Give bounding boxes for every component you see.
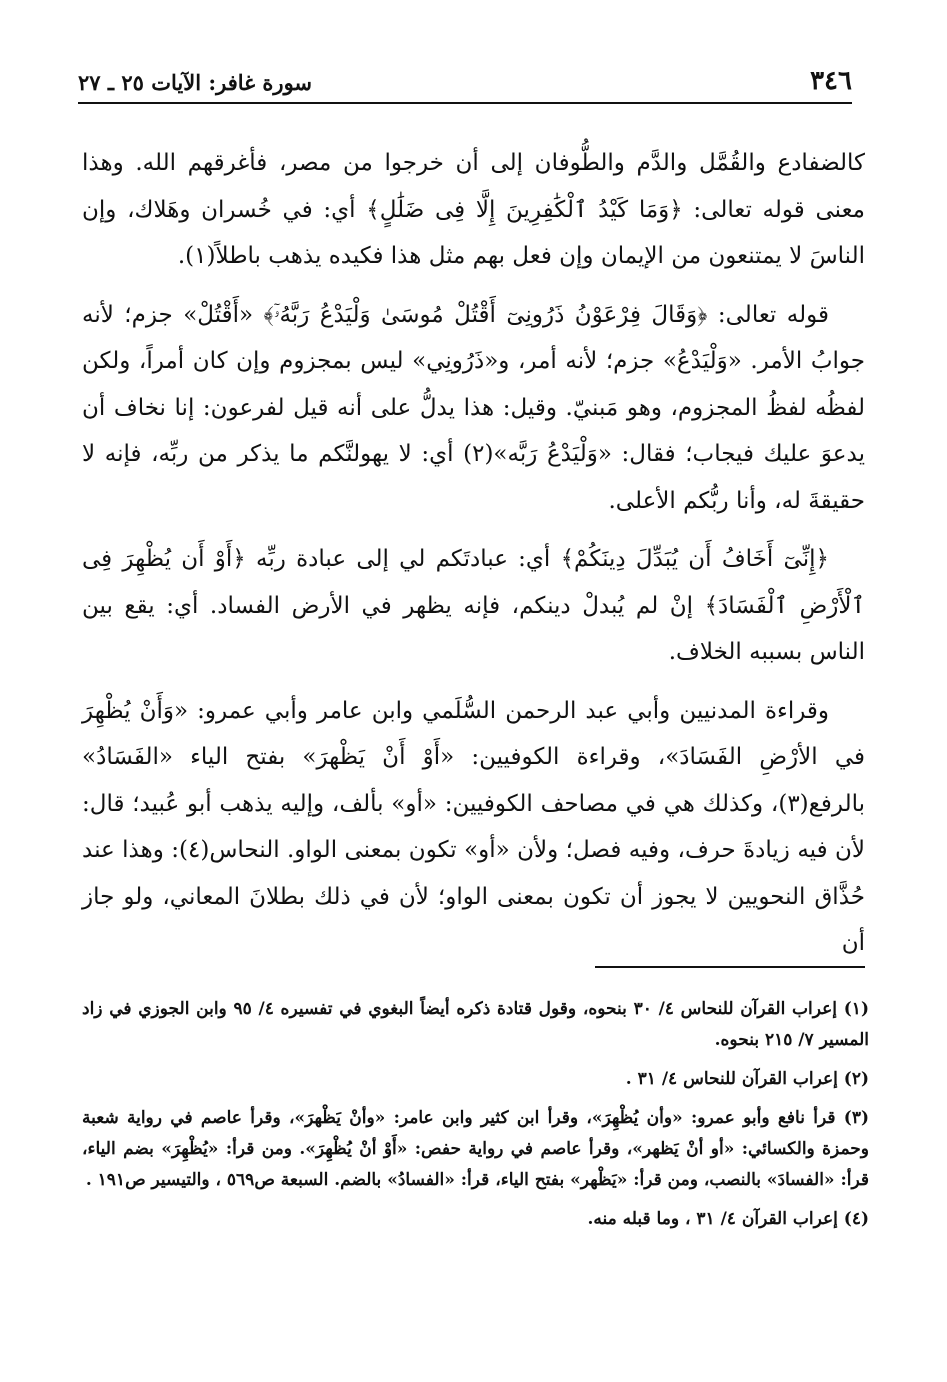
footnote-3: (٣) قرأ نافع وأبو عمرو: «وأن يُظْهِرَ»، وقرأ ابن كثير وابن عامر: «وأنْ يَظْهرَ»، وقرأ عاصم في رواية شعبة وحمزة والكسائي: «أو أنْ يَظهر»، وقرأ عاصم في رواية حفص: «أَوْ أنْ يُظْهِرَ». ومن قرأ: «يُظْهِرَ» بضم الياء، قرأ: «الفسادَ» بالنصب، ومن قرأ: «يَظْهر» بفتح الياء، قرأ: «الفسادُ» بالضم. السبعة ص٥٦٩ ، والتيسير ص١٩١ . [82, 1108, 869, 1190]
paragraph-1: كالضفادع والقُمَّل والدَّم والطُّوفان إلى أن خرجوا من مصر، فأغرقهم الله. وهذا معنى قوله تعالى: ﴿وَمَا كَيْدُ ٱلْكَٰفِرِينَ إِلَّا فِى ضَلَٰلٍ﴾ أي: في خُسران وهَلاك، وإن الناسَ لا يمتنعون من الإيمان وإن فعل بهم مثل هذا فكيده يذهب باطلاً(١). [82, 150, 865, 269]
paragraph-4: وقراءة المدنيين وأبي عبد الرحمن السُّلَمي وابن عامر وأبي عمرو: «وَأَنْ يُظْهِرَ في الأرْضِ الفَسَادَ»، وقراءة الكوفيين: «أَوْ أَنْ يَظْهرَ» بفتح الياء «الفَسَادُ» بالرفع(٣)، وكذلك هي في مصاحف الكوفيين: «أو» بألف، وإليه يذهب أبو عُبيد؛ قال: لأن فيه زيادةَ حرف، وفيه فصل؛ ولأن «أو» تكون بمعنى الواو. النحاس(٤): وهذا عند حُذَّاق النحويين لا يجوز أن تكون بمعنى الواو؛ لأن في ذلك بطلانَ المعاني، ولو جاز أن [82, 697, 866, 956]
footnote-4: (٤) إعراب القرآن ٤/ ٣١ ، وما قبله منه. [587, 1209, 869, 1229]
paragraph-3: ﴿إِنِّىٓ أَخَافُ أَن يُبَدِّلَ دِينَكُمْ﴾ أي: عبادتَكم لي إلى عبادة ربِّه ﴿أَوْ أَن يُظْهِرَ فِى ٱلْأَرْضِ ٱلْفَسَادَ﴾ إنْ لم يُبدلْ دينكم، فإنه يظهر في الأرض الفساد. أي: يقع بين الناس بسببه الخلاف. [82, 546, 865, 665]
footnote-separator [595, 966, 865, 968]
paragraph-2: قوله تعالى: ﴿وَقَالَ فِرْعَوْنُ ذَرُونِىٓ أَقْتُلْ مُوسَىٰ وَلْيَدْعُ رَبَّهُۥٓ﴾ «أَقْتُلْ» جزم؛ لأنه جوابُ الأمر. «وَلْيَدْعُ» جزم؛ لأنه أمر، و«ذَرُونِي» ليس بمجزوم وإن كان أمراً، ولكن لفظُه لفظُ المجزوم، وهو مَبنيّ. وقيل: هذا يدلُّ على أنه قيل لفرعون: إنا نخاف أن يدعوَ عليك فيجاب؛ فقال: «وَلْيَدْعُ رَبَّه»(٢) أي: لا يهولنَّكم ما يذكر من ربِّه، فإنه لا حقيقةَ له، وأنا ربُّكم الأعلى. [82, 301, 865, 514]
page-number: ٣٤٦ [810, 66, 852, 96]
footnotes [82, 994, 869, 1243]
footnote-1: (١) إعراب القرآن للنحاس ٤/ ٣٠ بنحوه، وقول قتادة ذكره أيضاً البغوي في تفسيره ٤/ ٩٥ وابن الجوزي في زاد المسير ٧/ ٢١٥ بنحوه. [82, 999, 869, 1050]
footnote-2: (٢) إعراب القرآن للنحاس ٤/ ٣١ . [625, 1069, 869, 1089]
main-text [82, 140, 865, 979]
running-title: سورة غافر: الآيات ٢٥ ـ ٢٧ [78, 70, 313, 95]
page-header [78, 62, 852, 104]
